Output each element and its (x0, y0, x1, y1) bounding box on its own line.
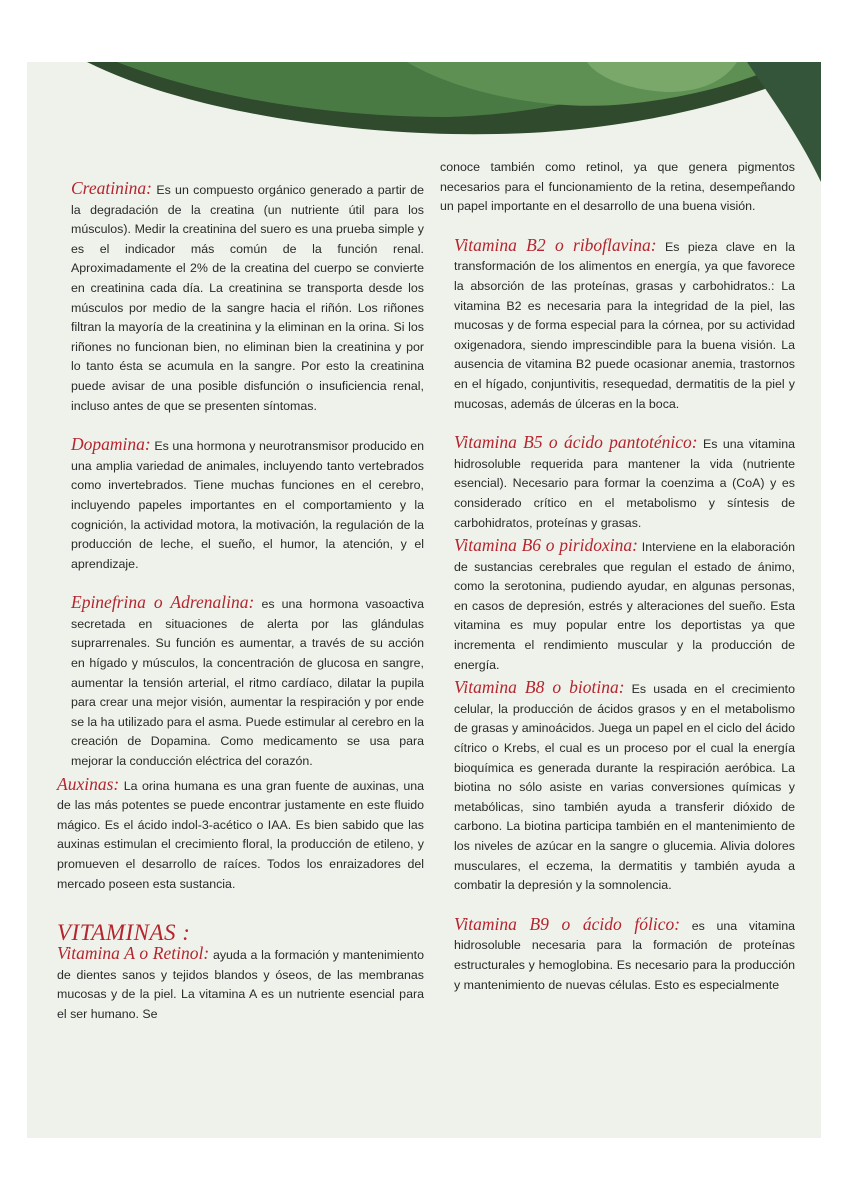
entry-vitamina-b2 (440, 236, 795, 414)
term-heading: Auxinas: (57, 773, 120, 794)
entry-vitamina-b6 (440, 536, 795, 675)
term-heading: Vitamina B2 o riboflavina: (454, 234, 657, 255)
term-heading: Creatinina: (71, 178, 153, 198)
section-title-vitaminas: VITAMINAS : (57, 920, 191, 946)
entry-text: es una vitamina hidrosoluble necesaria para la formación de proteínas estructurales y hemoglobina. Es necesario para la producción y mantenimiento de nuevas células. Esto es especialmente (454, 918, 795, 992)
entry-vitamina-a (57, 944, 424, 1024)
right-column (440, 158, 795, 1014)
entry-text: conoce también como retinol, ya que genera pigmentos necesarios para el funcionamiento de la retina, desempeñando un papel importante en el desarrollo de una buena visión. (440, 160, 795, 214)
entry-text: La orina humana es una gran fuente de auxinas, una de las más potentes se puede encontrar justamente en este fluido mágico. Es el ácido indol-3-acético o IAA. Es bien sabido que las auxinas estimulan el crecimiento floral, la producción de etileno, y promueven el desarrollo de raíces. Todos los enraizadores del mercado poseen esta sustancia. (57, 778, 424, 891)
magazine-page (27, 62, 821, 1138)
term-heading: Epinefrina o Adrenalina: (71, 592, 255, 613)
entry-dopamina (57, 435, 424, 574)
entry-text: Es un compuesto orgánico generado a partir de la degradación de la creatina (un nutriente útil para los músculos). Medir la creatinina del suero es una prueba simple y es el indicador más común de la función renal. Aproximadamente el 2% de la creatina del cuerpo se convierte en creatinina cada día. La creatinina se transporta desde los músculos por medio de la sangre hacia el riñón. Los riñones filtran la mayoría de la creatinina y la eliminan en la orina. Si los riñones no funcionan bien, no eliminan bien la creatinina y por lo tanto ésta se acumula en la sangre. Por esto la creatinina puede avisar de una posible disfunción o insuficiencia renal, incluso antes de que se presenten síntomas. (71, 183, 424, 413)
entry-vitamina-b8 (440, 678, 795, 896)
entry-vitamina-b9 (440, 915, 795, 995)
entry-text: Interviene en la elaboración de sustancias cerebrales que regulan el estado de ánimo, como la serotonina, pudiendo ayudar, en algunas personas, en casos de depresión, estrés y alteraciones del sueño. Esta vitamina es muy popular entre los deportistas ya que incrementa el rendimiento muscular y la producción de energía. (454, 540, 796, 672)
entry-auxinas (57, 775, 424, 895)
entry-text: Es una vitamina hidrosoluble requerida para mantener la vida (nutriente esencial). Necesario para formar la coenzima a (CoA) y es considerado crítico en el metabolismo y síntesis de carbohidratos, proteínas y grasas. (454, 437, 795, 530)
entry-text: ayuda a la formación y mantenimiento de dientes sanos y tejidos blandos y óseos, de las membranas mucosas y de la piel. La vitamina A es un nutriente esencial para el ser humano. Se (57, 948, 424, 1021)
term-heading: Vitamina B6 o piridoxina: (454, 535, 638, 556)
entry-continuation (440, 158, 795, 217)
entry-text: Es pieza clave en la transformación de los alimentos en energía, ya que favorece la absorción de las proteínas, grasas y carbohidratos.: La vitamina B2 es necesaria para la integridad de la piel, las mucosas y de forma especial para la córnea, por su actividad oxigenadora, siendo imprescindible para la buena visión. La ausencia de vitamina B2 puede ocasionar anemia, trastornos en el hígado, conjuntivitis, resequedad, dermatitis de la piel y mucosas, además de úlceras en la boca. (454, 239, 795, 411)
entry-text: es una hormona vasoactiva secretada en situaciones de alerta por las glándulas suprarrenales. Su función es aumentar, a través de su acción en hígado y músculos, la concentración de glucosa en sangre, aumentar la tensión arterial, el ritmo cardíaco, dilatar la pupila para crear una mejor visión, aumentar la respiración y por ende se la ha utilizado para el asma. Puede estimular al cerebro en la creación de Dopamina. Como medicamento se usa para mejorar la conducción eléctrica del corazón. (71, 597, 424, 769)
left-column (57, 179, 424, 1044)
entry-vitamina-b5 (440, 433, 795, 533)
term-heading: Vitamina B8 o biotina: (454, 677, 625, 698)
entry-text: Es usada en el crecimiento celular, la producción de ácidos grasos y en el metabolismo de grasas y aminoácidos. Juega un papel en el ciclo del ácido cítrico o Krebs, el cual es un proceso por el cual la energía bioquímica es generada durante la respiración aeróbica. La biotina no sólo asiste en varias conversiones químicas y metabólicas, sino también ayuda a transferir dióxido de carbono. La biotina participa también en el mantenimiento de los niveles de azúcar en la sangre o glucemia. Alivia dolores musculares, el eczema, la dermatitis y también ayuda a combatir la depresión y la somnolencia. (454, 682, 795, 893)
term-heading: Vitamina B9 o ácido fólico: (454, 913, 681, 934)
entry-epinefrina (57, 593, 424, 771)
entry-creatinina (57, 179, 424, 416)
term-heading: Vitamina B5 o ácido pantoténico: (454, 432, 698, 453)
entry-text: Es una hormona y neurotransmisor producido en una amplia variedad de animales, incluyendo tanto vertebrados como invertebrados. Tiene muchas funciones en el cerebro, incluyendo papeles importantes en el comportamiento y la cognición, la actividad motora, la motivación, la regulación de la producción de leche, el sueño, el humor, la atención, y el aprendizaje. (71, 439, 424, 571)
term-heading: Dopamina: (71, 434, 151, 455)
term-heading: Vitamina A o Retinol: (57, 943, 210, 964)
